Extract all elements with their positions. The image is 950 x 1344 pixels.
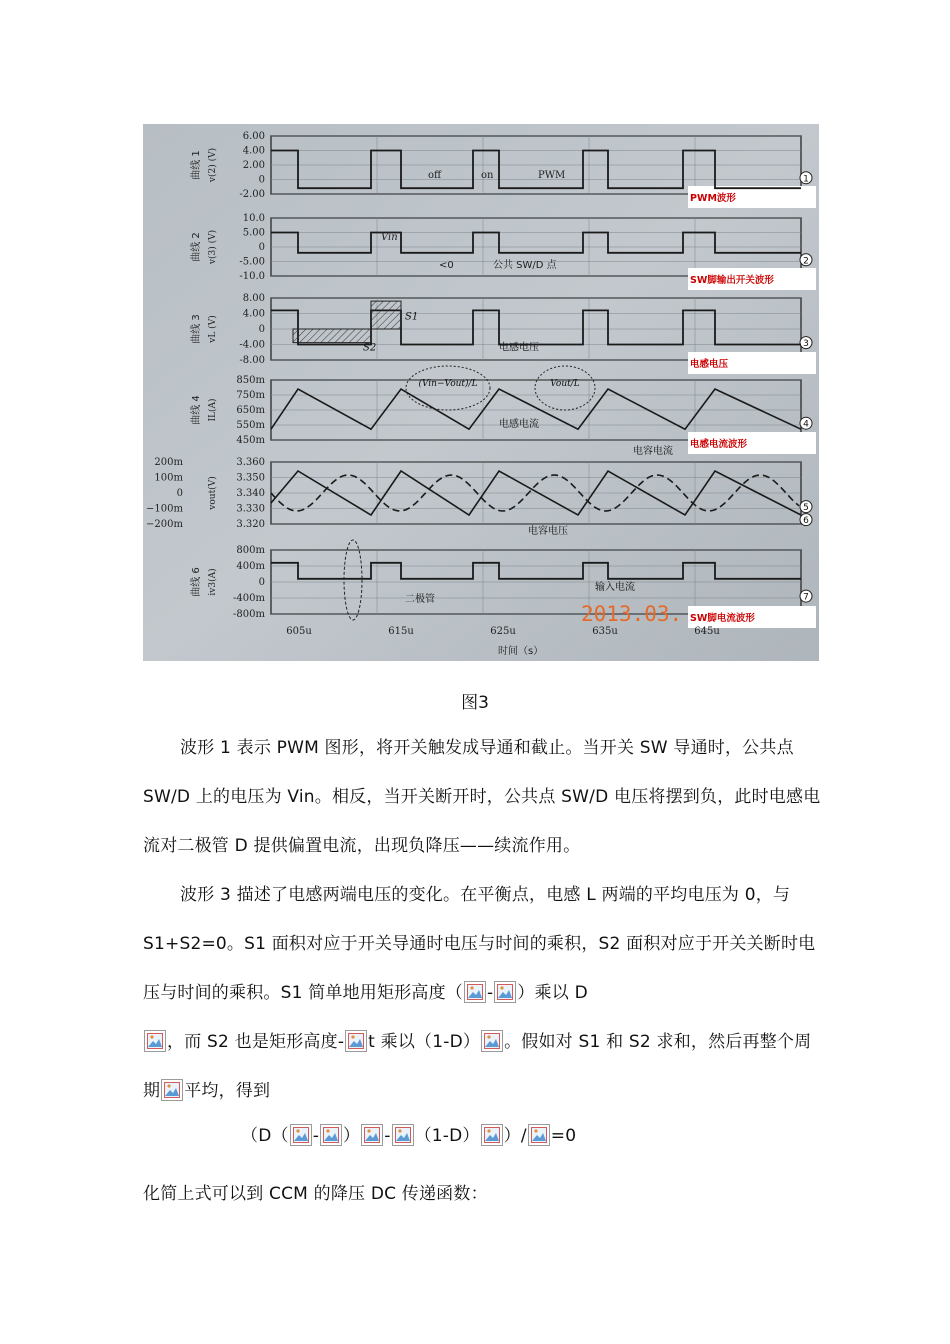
row-label: 曲线 6 — [191, 567, 202, 597]
tick-label: 5.00 — [242, 227, 265, 239]
annotation-label: 电感电流波形 — [690, 439, 748, 450]
x-tick-label: 635u — [592, 626, 618, 637]
tick-label: 3.350 — [236, 472, 265, 484]
figure-caption: 图3 — [461, 693, 489, 713]
broken-image-icon — [481, 1124, 503, 1146]
annotation-label: SW脚电流波形 — [690, 613, 755, 624]
x-tick-label: 615u — [388, 626, 414, 637]
broken-image-icon — [361, 1124, 383, 1146]
tick-label: -5.00 — [239, 256, 265, 268]
inline-label: <0 — [439, 260, 454, 271]
inline-label: 电容电流 — [633, 446, 673, 457]
row-label: 曲线 4 — [191, 395, 202, 425]
tick-label: 800m — [236, 545, 265, 556]
slope-label-off: Vout/L — [550, 379, 580, 389]
tick-label: 8.00 — [242, 293, 265, 304]
tick-label: 400m — [236, 561, 265, 572]
trace-marker-label: 2 — [803, 256, 809, 267]
tick-label: 0 — [258, 324, 265, 335]
broken-image-icon — [392, 1124, 414, 1146]
broken-image-icon — [161, 1079, 183, 1101]
tick-label: 0 — [176, 488, 183, 499]
tick-label: 550m — [236, 420, 265, 431]
row-unit: IL(A) — [208, 398, 218, 422]
inline-label: off — [428, 170, 442, 181]
date-stamp: 2013.03. — [581, 602, 683, 626]
paragraph-inductor: 波形 3 描述了电感两端电压的变化。在平衡点，电感 L 两端的平均电压为 0，与 S1+S2=0。S1 面积对应于开关导通时电压与时间的乘积，S2 面积对应于开关关断时电压与时间的乘积。S1 简单地用矩形高度（ - ）乘以 D ，而 S2 也是矩形高度- t 乘以（1-D） 。假如对 S1 和 S2 求和，然后再整个周期 平均，得到 — [143, 885, 816, 1101]
inline-label: 电容电压 — [528, 526, 568, 537]
tick-label: 2.00 — [242, 160, 265, 171]
annotation-label: PWM波形 — [690, 193, 736, 204]
tick-label: -4.00 — [239, 339, 265, 351]
row-label: 曲线 3 — [191, 314, 202, 344]
tick-label: 4.00 — [242, 145, 265, 157]
tick-label: 6.00 — [242, 131, 265, 142]
tick-label: 850m — [236, 375, 265, 386]
tick-label: 750m — [236, 390, 265, 401]
row-unit: v(2) (V) — [208, 147, 218, 183]
tick-label: 4.00 — [242, 308, 265, 320]
row-unit: v(3) (V) — [208, 229, 218, 265]
label-s2: S2 — [363, 342, 377, 354]
tick-label: 0 — [258, 174, 265, 186]
row-label: 曲线 1 — [191, 150, 202, 180]
trace-marker-label: 7 — [803, 592, 809, 603]
x-axis-label: 时间（s） — [498, 646, 544, 657]
x-tick-label: 605u — [286, 626, 312, 637]
figure-photo — [143, 124, 819, 661]
broken-image-icon — [345, 1030, 367, 1052]
tick-label: 0 — [258, 242, 265, 253]
broken-image-icon — [528, 1124, 550, 1146]
trace-marker-label: 1 — [803, 174, 809, 185]
broken-image-icon — [144, 1030, 166, 1052]
formula-line: （D（ - ） - （1-D） ）/ =0 — [241, 1126, 577, 1146]
label-s1: S1 — [405, 311, 419, 323]
trace-marker-label: 3 — [803, 339, 809, 350]
annotation-label: 电感电压 — [690, 359, 729, 370]
s2-area — [293, 329, 371, 343]
inline-label: 公共 SW/D 点 — [493, 260, 557, 271]
tick-label: 100m — [154, 472, 183, 484]
tick-label: 3.340 — [236, 488, 265, 499]
inline-label: on — [481, 170, 494, 181]
row-unit: vout(V) — [208, 476, 218, 510]
broken-image-icon — [481, 1030, 503, 1052]
x-tick-label: 645u — [694, 626, 720, 637]
inline-label: PWM — [538, 170, 566, 181]
row-unit: iv3(A) — [208, 568, 218, 596]
tick-label: 10.0 — [242, 213, 265, 224]
trace-marker-label: 6 — [803, 516, 809, 527]
inline-label: 二极管 — [405, 594, 435, 605]
inline-label: 电感电压 — [499, 342, 539, 354]
tick-label: 3.320 — [236, 519, 265, 530]
tick-label: -800m — [233, 609, 265, 620]
inline-label: 输入电流 — [595, 582, 635, 593]
tick-label: −100m — [146, 503, 183, 515]
tick-label: −200m — [146, 519, 183, 530]
row-label: 曲线 2 — [191, 232, 202, 262]
inline-label: 电感电流 — [499, 418, 539, 430]
broken-image-icon — [494, 981, 516, 1003]
tick-label: 650m — [236, 405, 265, 416]
tick-label: 450m — [236, 435, 265, 446]
slope-label-on: (Vin−Vout)/L — [418, 379, 478, 389]
row-unit: vL (V) — [208, 315, 218, 343]
tick-label: 200m — [154, 457, 183, 468]
tick-label: 3.360 — [236, 457, 265, 468]
broken-image-icon — [464, 981, 486, 1003]
tick-label: 3.330 — [236, 503, 265, 515]
s1-area — [371, 301, 401, 329]
broken-image-icon — [320, 1124, 342, 1146]
paragraph-pwm: 波形 1 表示 PWM 图形，将开关触发成导通和截止。当开关 SW 导通时，公共点 SW/D 上的电压为 Vin。相反，当开关断开时，公共点 SW/D 电压将摆到负，此时电感电流对二极管 D 提供偏置电流，出现负降压——续流作用。 — [143, 738, 821, 856]
inline-label: Vin — [381, 232, 398, 243]
annotation-label: SW脚输出开关波形 — [690, 275, 774, 286]
trace-marker-label: 4 — [803, 419, 809, 430]
paragraph-ccm: 化简上式可以到 CCM 的降压 DC 传递函数： — [143, 1184, 488, 1204]
tick-label: -10.0 — [239, 271, 265, 282]
tick-label: -8.00 — [239, 355, 265, 366]
trace-marker-label: 5 — [803, 503, 809, 514]
tick-label: -2.00 — [239, 189, 265, 200]
broken-image-icon — [290, 1124, 312, 1146]
tick-label: 0 — [258, 577, 265, 588]
tick-label: -400m — [233, 593, 265, 604]
x-tick-label: 625u — [490, 626, 516, 637]
